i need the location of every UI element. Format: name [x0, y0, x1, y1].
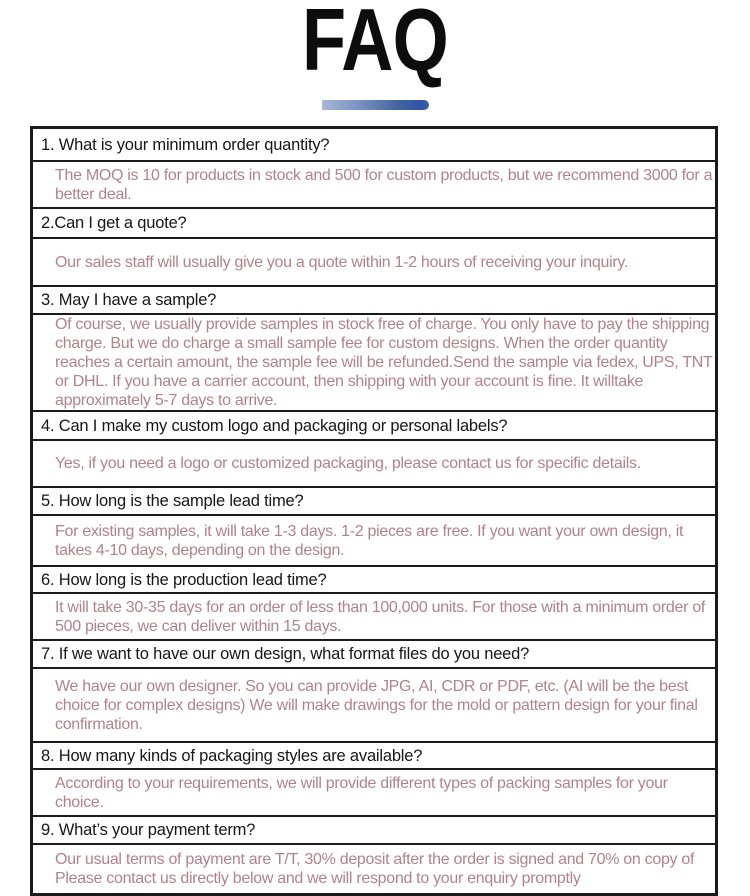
question-text-2: 2.Can I get a quote?	[41, 214, 187, 232]
faq-answer-row-9	[33, 845, 715, 893]
faq-question-row-6	[33, 567, 715, 594]
question-text-9: 9. What’s your payment term?	[41, 821, 256, 839]
faq-question-row-7	[33, 641, 715, 669]
faq-answer-row-5	[33, 516, 715, 567]
answer-text-9: Our usual terms of payment are T/T, 30% deposit after the order is signed and 70% on copy of Please contact us directly below and we will respond to your enquiry promptly	[55, 851, 695, 887]
faq-table	[30, 126, 718, 896]
faq-question-row-4	[33, 412, 715, 441]
question-text-8: 8. How many kinds of packaging styles are available?	[41, 746, 423, 765]
question-text-6: 6. How long is the production lead time?	[41, 570, 327, 589]
answer-text-8: According to your requirements, we will provide different types of packing samples for your choice.	[55, 774, 668, 811]
title-underline-bar	[322, 100, 429, 110]
answer-text-4: Yes, if you need a logo or customized packaging, please contact us for specific details.	[55, 455, 641, 472]
answer-text-3: Of course, we usually provide samples in stock free of charge. You only have to pay the shipping charge. But we do charge a small sample fee for custom designs. When the order quantity reaches a certain amount, the sample fee will be refunded.Send the sample via fedex, UPS, TNT or DHL. If you have a carrier account, then shipping with your account is fine. It willtake approximately 5-7 days to arrive.	[55, 316, 713, 409]
question-text-4: 4. Can I make my custom logo and packaging or personal labels?	[41, 416, 508, 435]
faq-header	[0, 0, 750, 90]
faq-question-row-2	[33, 209, 715, 239]
answer-text-7: We have our own designer. So you can provide JPG, AI, CDR or PDF, etc. (AI will be the best choice for complex designs) We will make drawings for the mold or pattern design for your final confirmation.	[55, 677, 698, 733]
faq-answer-row-8	[33, 770, 715, 817]
question-text-7: 7. If we want to have our own design, what format files do you need?	[41, 645, 530, 663]
faq-question-row-9	[33, 817, 715, 845]
faq-question-row-8	[33, 743, 715, 770]
question-text-3: 3. May I have a sample?	[41, 291, 217, 309]
page-title	[0, 0, 750, 90]
faq-question-row-3	[33, 287, 715, 315]
faq-answer-row-7	[33, 669, 715, 743]
answer-text-2: Our sales staff will usually give you a quote within 1-2 hours of receiving your inquiry.	[55, 253, 629, 271]
faq-answer-row-6	[33, 594, 715, 641]
page-title-text: FAQ	[302, 0, 448, 89]
answer-text-1: The MOQ is 10 for products in stock and 500 for custom products, but we recommend 3000 for a better deal.	[55, 166, 713, 203]
faq-question-row-5	[33, 488, 715, 516]
faq-answer-row-2	[33, 239, 715, 287]
answer-text-5: For existing samples, it will take 1-3 days. 1-2 pieces are free. If you want your own design, it takes 4-10 days, depending on the design.	[55, 522, 684, 559]
question-text-5: 5. How long is the sample lead time?	[41, 492, 304, 510]
faq-question-row-1	[33, 129, 715, 162]
faq-answer-row-3	[33, 315, 715, 412]
answer-text-6: It will take 30-35 days for an order of less than 100,000 units. For those with a minimum order of 500 pieces, we can deliver within 15 days.	[55, 598, 706, 635]
question-text-1: 1. What is your minimum order quantity?	[41, 135, 330, 154]
faq-answer-row-4	[33, 441, 715, 488]
faq-answer-row-1	[33, 162, 715, 209]
